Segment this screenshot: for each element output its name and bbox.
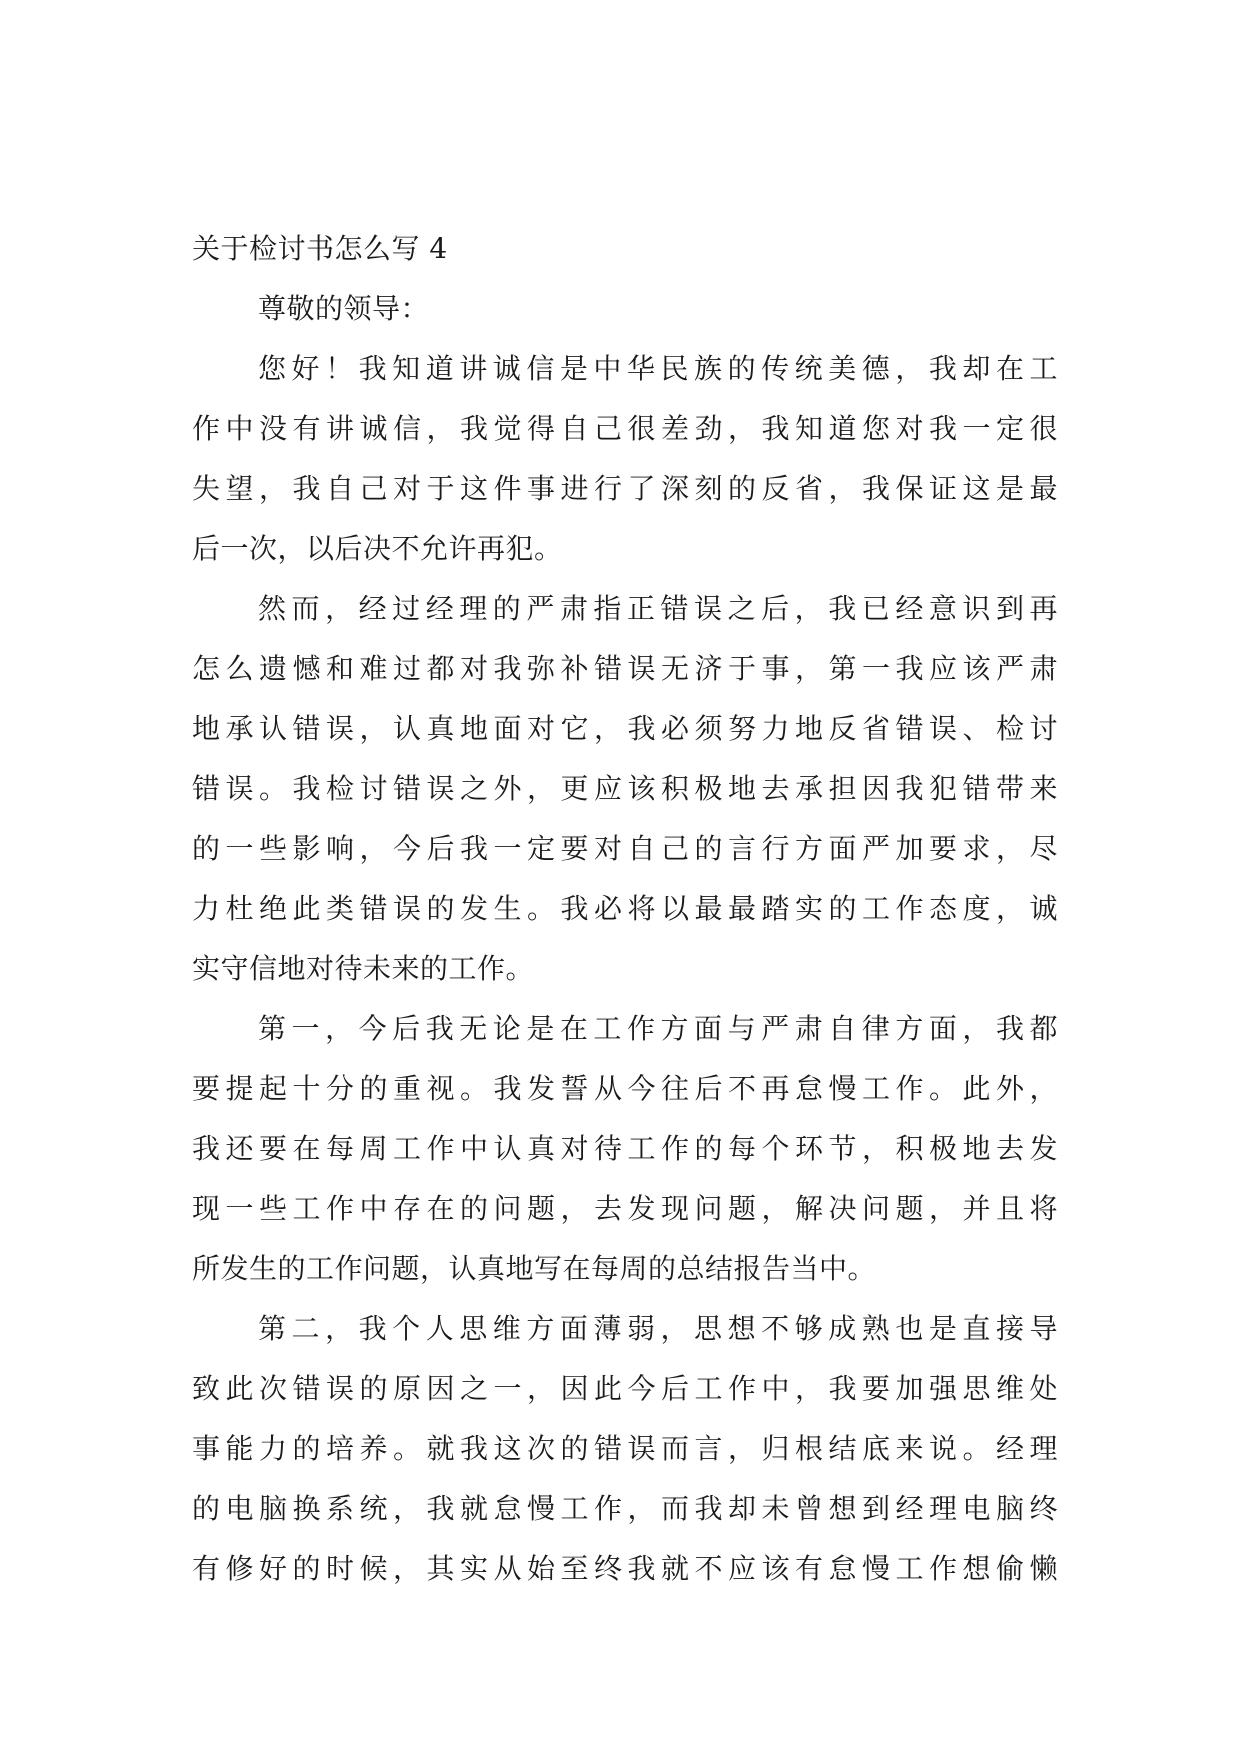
paragraph-line: 第二，我个人思维方面薄弱，思想不够成熟也是直接导	[258, 1312, 1058, 1345]
paragraph-line: 所发生的工作问题，认真地写在每周的总结报告当中。	[192, 1252, 877, 1285]
paragraph-line: 现一些工作中存在的问题，去发现问题，解决问题，并且将	[192, 1192, 1058, 1225]
salutation: 尊敬的领导：	[258, 292, 430, 325]
paragraph-line: 要提起十分的重视。我发誓从今往后不再怠慢工作。此外，	[192, 1072, 1058, 1105]
paragraph-2	[192, 579, 1058, 999]
paragraph-line: 的电脑换系统，我就怠慢工作，而我却未曾想到经理电脑终	[192, 1492, 1058, 1525]
paragraph-3	[192, 999, 1058, 1299]
paragraph-line: 力杜绝此类错误的发生。我必将以最最踏实的工作态度，诚	[192, 892, 1058, 925]
paragraph-line: 然而，经过经理的严肃指正错误之后，我已经意识到再	[258, 592, 1058, 625]
paragraph-line: 致此次错误的原因之一，因此今后工作中，我要加强思维处	[192, 1372, 1058, 1405]
paragraph-line: 实守信地对待未来的工作。	[192, 952, 535, 985]
paragraph-line: 第一，今后我无论是在工作方面与严肃自律方面，我都	[258, 1012, 1058, 1045]
paragraph-1	[192, 339, 1058, 579]
document-body	[192, 219, 1058, 1599]
paragraph-line: 事能力的培养。就我这次的错误而言，归根结底来说。经理	[192, 1432, 1058, 1465]
paragraph-line: 有修好的时候，其实从始至终我就不应该有怠慢工作想偷懒	[192, 1552, 1058, 1585]
paragraph-line: 地承认错误，认真地面对它，我必须努力地反省错误、检讨	[192, 712, 1058, 745]
paragraph-line: 失望，我自己对于这件事进行了深刻的反省，我保证这是最	[192, 472, 1058, 505]
paragraph-line: 我还要在每周工作中认真对待工作的每个环节，积极地去发	[192, 1132, 1058, 1165]
paragraph-4	[192, 1299, 1058, 1599]
paragraph-line: 后一次，以后决不允许再犯。	[192, 532, 563, 565]
paragraph-line: 的一些影响，今后我一定要对自己的言行方面严加要求，尽	[192, 832, 1058, 865]
paragraph-line: 您好！我知道讲诚信是中华民族的传统美德，我却在工	[258, 352, 1058, 385]
document-title: 关于检讨书怎么写 4	[192, 232, 448, 265]
paragraph-line: 怎么遗憾和难过都对我弥补错误无济于事，第一我应该严肃	[192, 652, 1058, 685]
paragraph-line: 作中没有讲诚信，我觉得自己很差劲，我知道您对我一定很	[192, 412, 1058, 445]
paragraph-line: 错误。我检讨错误之外，更应该积极地去承担因我犯错带来	[192, 772, 1058, 805]
